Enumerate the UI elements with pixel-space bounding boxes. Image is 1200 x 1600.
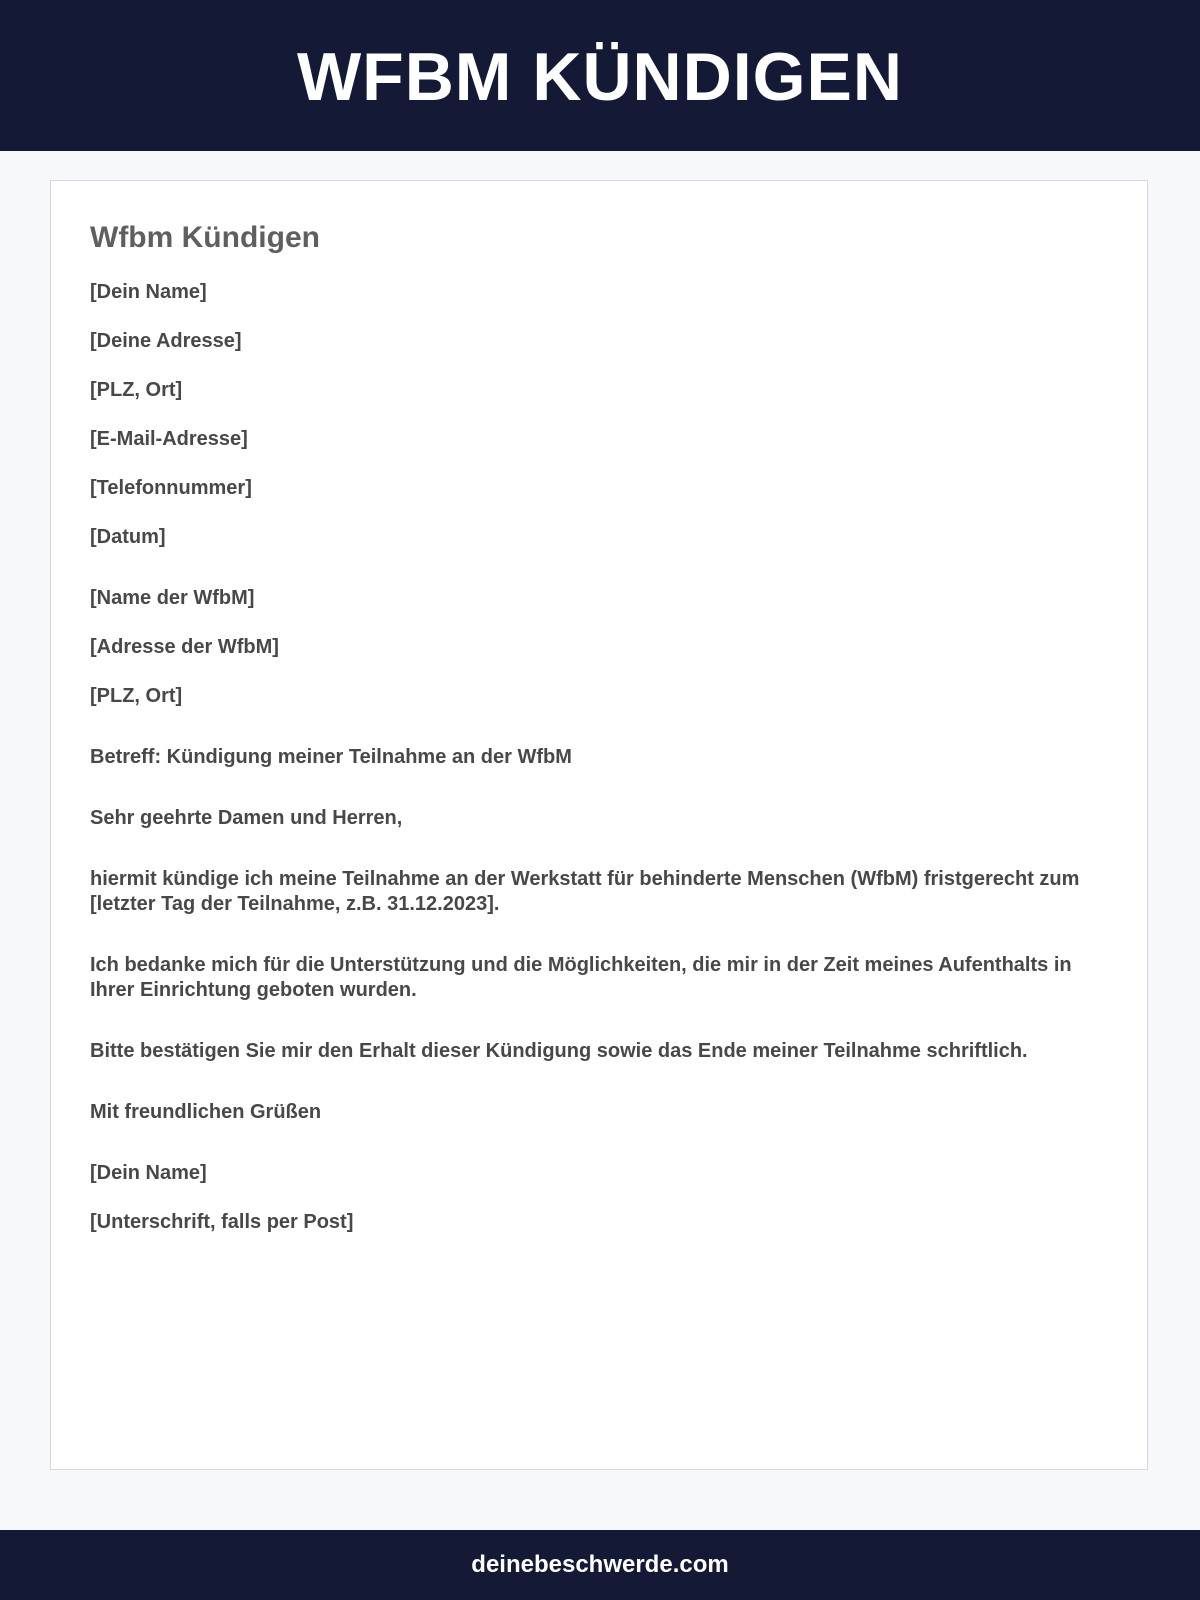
letter-paragraph-2: Ich bedanke mich für die Unterstützung und die Möglichkeiten, die mir in der Zeit meines Aufenthalts in Ihrer Einrichtung geboten wurden.	[90, 954, 1072, 1001]
letter-subject: Betreff: Kündigung meiner Teilnahme an der WfbM	[90, 746, 572, 768]
letter-paragraph-3: Bitte bestätigen Sie mir den Erhalt dieser Kündigung sowie das Ende meiner Teilnahme schriftlich.	[90, 1040, 1028, 1062]
signature-name: [Dein Name]	[90, 1162, 207, 1184]
letter-paragraph-1: hiermit kündige ich meine Teilnahme an der Werkstatt für behinderte Menschen (WfbM) fristgerecht zum [letzter Tag der Teilnahme, z.B. 31.12.2023].	[90, 868, 1080, 915]
letter-closing: Mit freundlichen Grüßen	[90, 1101, 322, 1123]
sender-name: [Dein Name]	[90, 281, 207, 303]
sender-email: [E-Mail-Adresse]	[90, 428, 248, 450]
recipient-address: [Adresse der WfbM]	[90, 636, 279, 658]
recipient-name: [Name der WfbM]	[90, 587, 255, 609]
letter-title: Wfbm Kündigen	[90, 221, 320, 254]
sender-phone: [Telefonnummer]	[90, 477, 252, 499]
sender-address: [Deine Adresse]	[90, 330, 242, 352]
header-title: WFBM KÜNDIGEN	[296, 38, 904, 115]
footer-site-link[interactable]: deinebeschwerde.com	[471, 1551, 729, 1578]
page-header	[0, 0, 1200, 151]
letter-salutation: Sehr geehrte Damen und Herren,	[90, 807, 403, 829]
page-footer	[0, 1530, 1200, 1600]
letter-date: [Datum]	[90, 526, 166, 548]
recipient-city: [PLZ, Ort]	[90, 685, 183, 707]
sender-city: [PLZ, Ort]	[90, 379, 183, 401]
signature-note: [Unterschrift, falls per Post]	[90, 1211, 354, 1233]
